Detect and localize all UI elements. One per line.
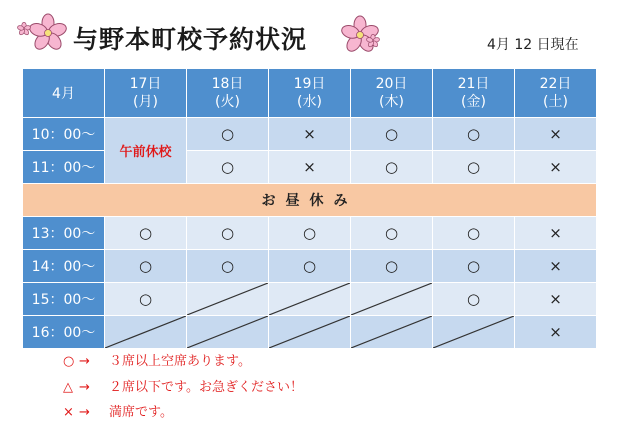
morning-closed-label: 午前休校 — [119, 145, 172, 160]
availability-cell: ○ — [105, 283, 187, 316]
arrow-right-icon: → — [79, 380, 90, 395]
unavailable-slot — [351, 283, 433, 316]
arrow-right-icon: → — [79, 405, 90, 420]
availability-cell: ○ — [351, 250, 433, 283]
time-slot-label: 14：00～ — [23, 250, 105, 283]
unavailable-slot — [269, 316, 351, 349]
reservation-table — [22, 68, 597, 349]
availability-cell: × — [269, 151, 351, 184]
table-row — [23, 316, 597, 349]
morning-closed-cell — [105, 118, 187, 184]
unavailable-slot — [105, 316, 187, 349]
sakura-icon — [28, 12, 68, 54]
sakura-icon — [17, 22, 31, 36]
legend-circle: ○ → ３席以上空席あります。 — [63, 354, 251, 369]
table-row — [23, 217, 597, 250]
unavailable-slot — [269, 283, 351, 316]
availability-cell: ○ — [187, 217, 269, 250]
availability-cell: ○ — [187, 118, 269, 151]
availability-cell: ○ — [351, 118, 433, 151]
availability-cell: ○ — [269, 250, 351, 283]
page-title: 与野本町校予約状況 — [73, 25, 308, 54]
availability-cell: × — [515, 283, 597, 316]
time-slot-label: 15：00～ — [23, 283, 105, 316]
arrow-right-icon: → — [79, 354, 90, 369]
day-header: 20日 (木) — [351, 69, 433, 118]
availability-cell: × — [515, 316, 597, 349]
header-row — [23, 69, 597, 118]
month-header: 4月 — [23, 69, 105, 118]
availability-cell: ○ — [433, 217, 515, 250]
table-row — [23, 250, 597, 283]
day-header: 21日 (金) — [433, 69, 515, 118]
lunch-break-label: お昼休み — [23, 184, 597, 217]
availability-cell: × — [515, 250, 597, 283]
unavailable-slot — [187, 283, 269, 316]
unavailable-slot — [433, 316, 515, 349]
availability-cell: × — [269, 118, 351, 151]
legend-triangle: △ → ２席以下です。お急ぎください！ — [63, 380, 303, 395]
title-row — [0, 0, 623, 68]
time-slot-label: 16：00～ — [23, 316, 105, 349]
unavailable-slot — [351, 316, 433, 349]
availability-cell: × — [515, 217, 597, 250]
time-slot-label: 13：00～ — [23, 217, 105, 250]
availability-cell: × — [515, 118, 597, 151]
availability-cell: ○ — [187, 250, 269, 283]
availability-cell: ○ — [433, 250, 515, 283]
availability-cell: ○ — [269, 217, 351, 250]
day-header: 22日 (土) — [515, 69, 597, 118]
table-row — [23, 283, 597, 316]
sakura-icon — [366, 34, 380, 48]
unavailable-slot — [187, 316, 269, 349]
day-header: 18日 (火) — [187, 69, 269, 118]
legend-cross: × → 満席です。 — [63, 405, 173, 420]
day-header: 17日 (月) — [105, 69, 187, 118]
time-slot-label: 10：00～ — [23, 118, 105, 151]
availability-cell: ○ — [105, 250, 187, 283]
time-slot-label: 11：00～ — [23, 151, 105, 184]
availability-cell: ○ — [187, 151, 269, 184]
availability-cell: ○ — [351, 217, 433, 250]
as-of-date: 4月 12 日現在 — [487, 37, 579, 53]
table-row — [23, 118, 597, 151]
availability-cell: × — [515, 151, 597, 184]
availability-cell: ○ — [433, 118, 515, 151]
availability-cell: ○ — [105, 217, 187, 250]
availability-cell: ○ — [433, 283, 515, 316]
lunch-row — [23, 184, 597, 217]
day-header: 19日 (水) — [269, 69, 351, 118]
availability-cell: ○ — [433, 151, 515, 184]
availability-cell: ○ — [351, 151, 433, 184]
